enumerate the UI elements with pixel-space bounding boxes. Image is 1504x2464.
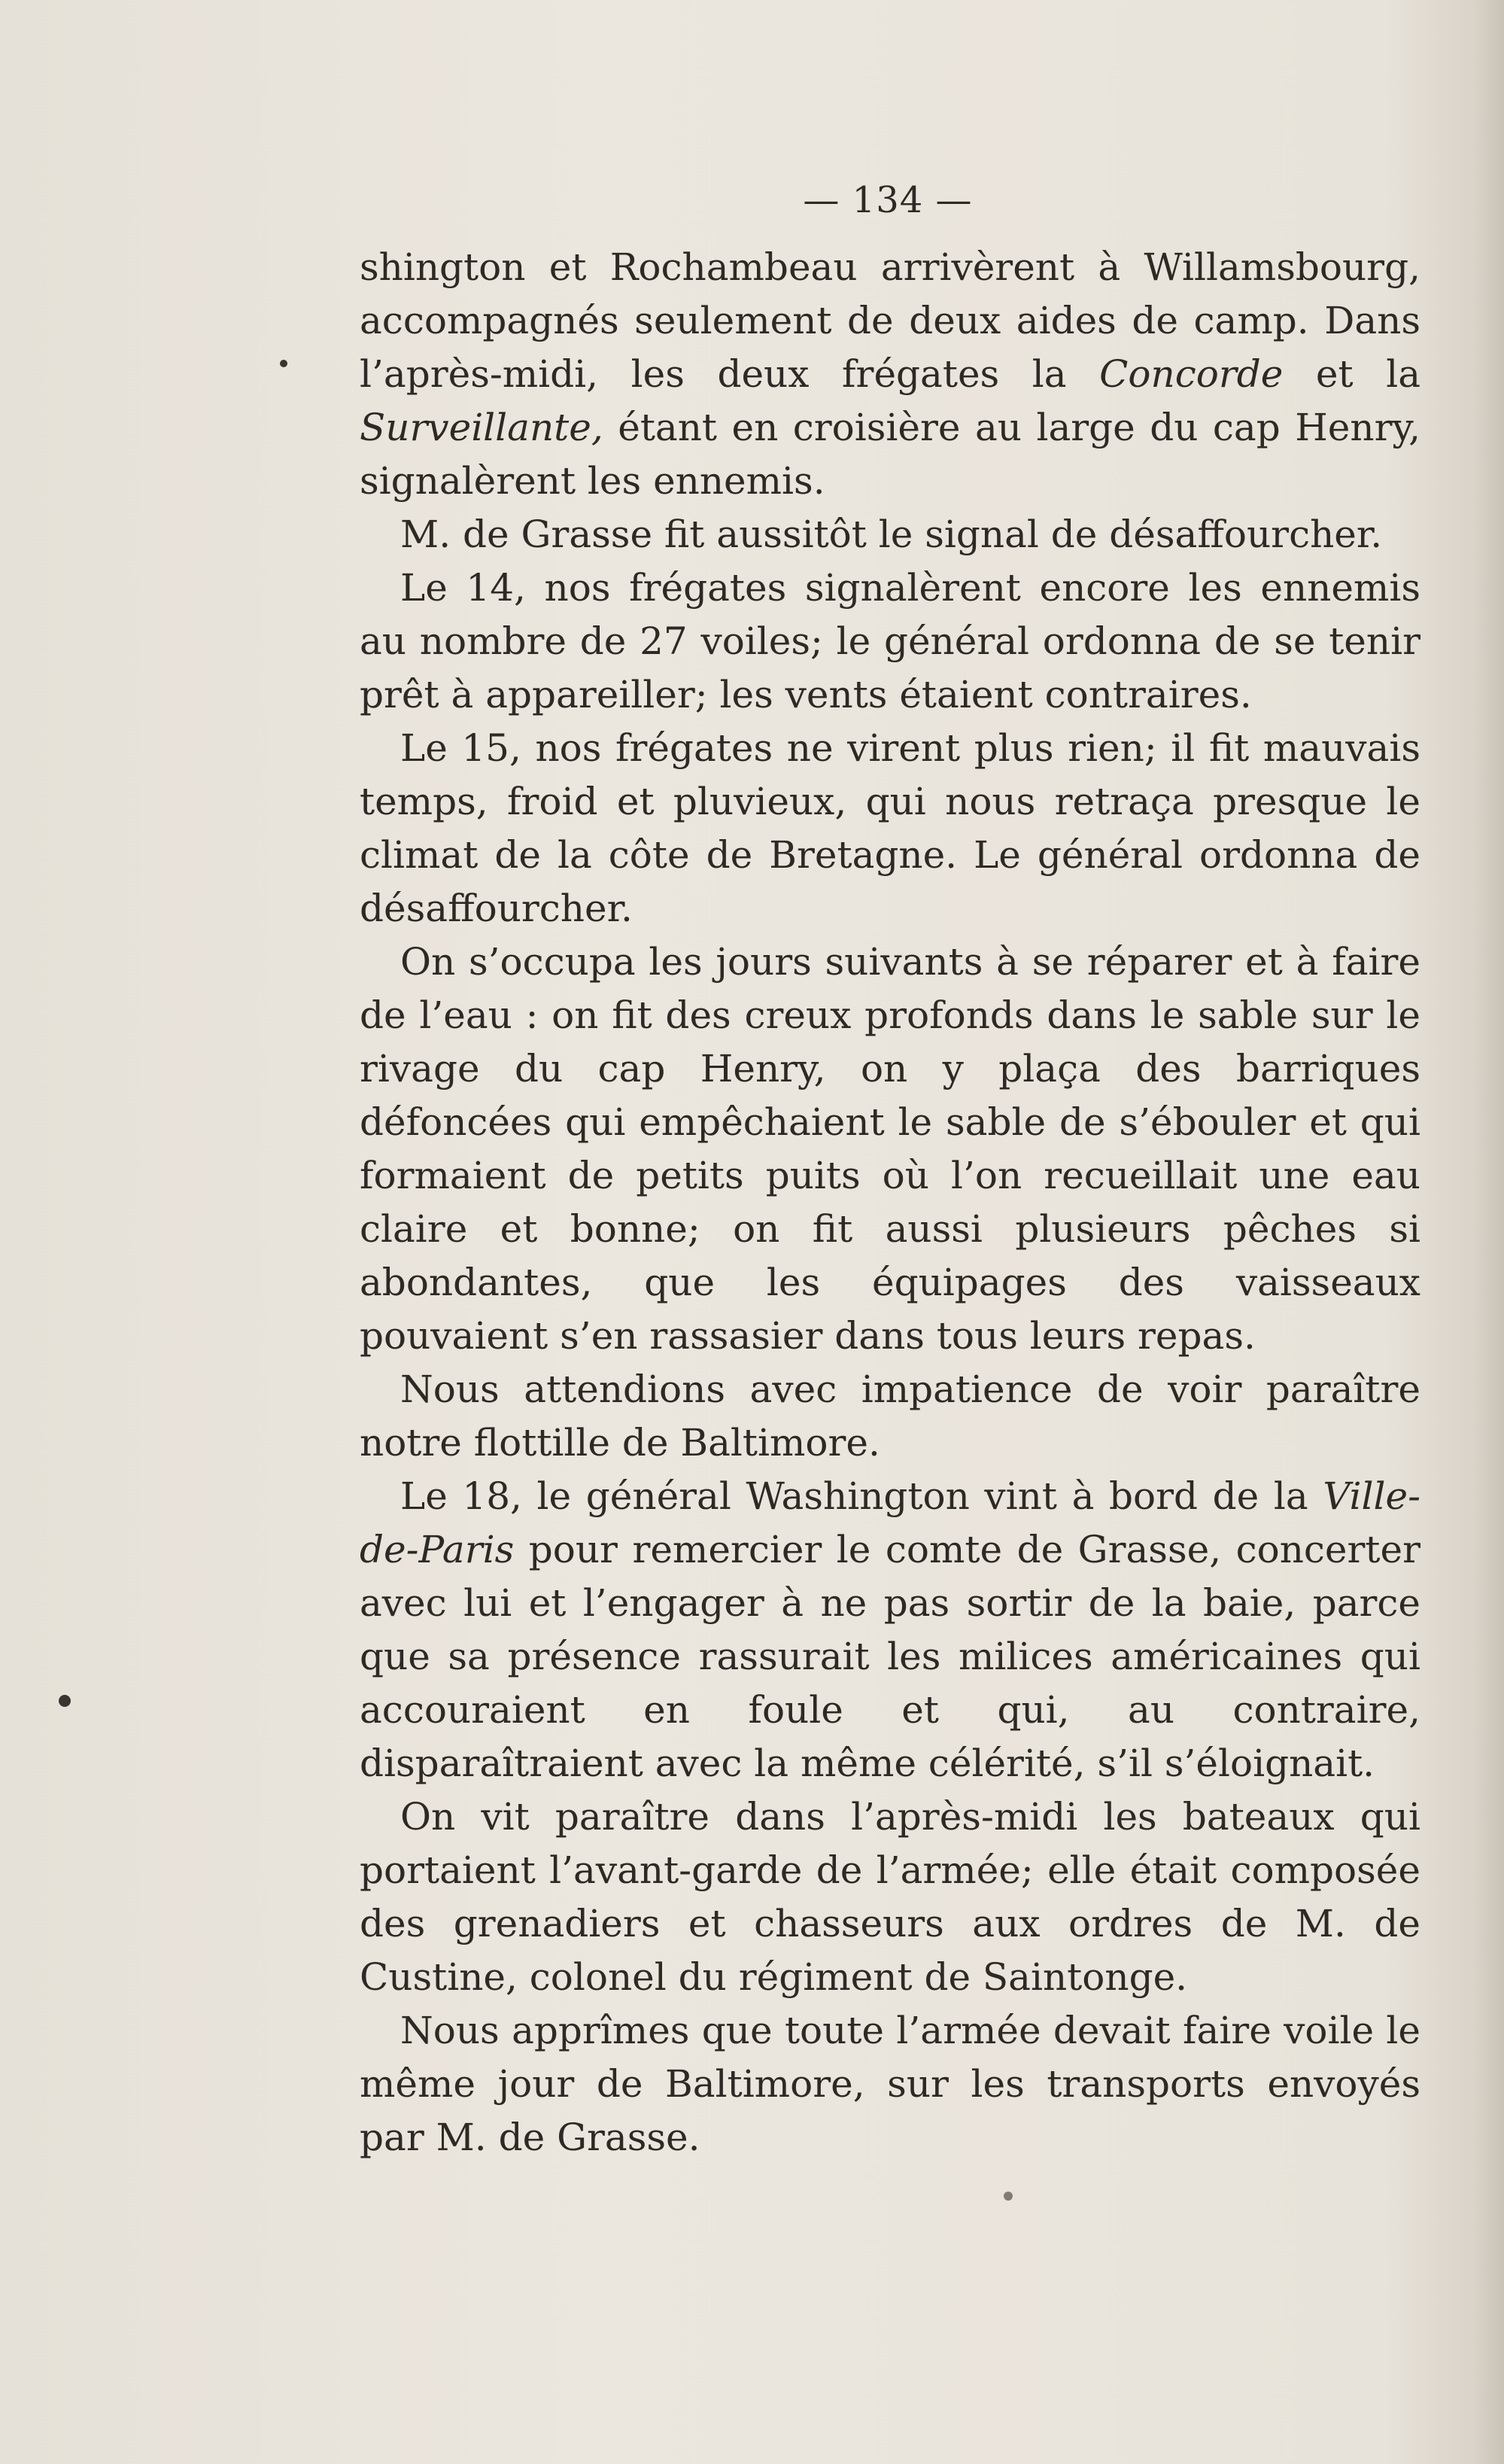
paragraph [360,508,1420,561]
text-run: On s’occupa les jours suivants à se réparer et à faire de l’eau : on fit des creux profonds dans le sable sur le rivage du cap Henry, on y plaça des barriques défoncées qui empêchaient le sable de s’ébouler et qui formaient de petits puits où l’on recueillait une eau claire et bonne; on fit aussi plusieurs pêches si abondantes, que les équipages des vaisseaux pouvaient s’en rassasier dans tous leurs repas. [360,940,1420,1358]
paragraph [360,722,1420,935]
text-run: shington et Rochambeau arrivèrent à Willamsbourg, accompagnés seulement de deux aides de camp. Dans l’après-midi, les deux frégates la [360,245,1420,396]
italic-text: Surveillante, [360,406,603,449]
body-text [360,241,1420,2164]
text-run: pour remercier le comte de Grasse, concerter avec lui et l’engager à ne pas sortir de la baie, parce que sa présence rassurait les milices américaines qui accouraient en foule et qui, au contraire, disparaîtraient avec la même célérité, s’il s’éloignait. [360,1528,1420,1785]
paragraph [360,2004,1420,2164]
text-run: Nous attendions avec impatience de voir paraître notre flottille de Baltimore. [360,1367,1420,1465]
ink-speck [59,1695,71,1707]
text-run: M. de Grasse fit aussitôt le signal de désaffourcher. [400,513,1383,556]
ink-speck [1004,2192,1013,2201]
text-run: et la [1283,352,1420,396]
text-run: Nous apprîmes que toute l’armée devait faire voile le même jour de Baltimore, sur les transports envoyés par M. de Grasse. [360,2009,1420,2159]
paragraph [360,1363,1420,1470]
italic-text: Ville-de-Paris [360,1474,1420,1571]
text-run: Le 18, le général Washington vint à bord de la [400,1474,1323,1518]
text-run: Le 15, nos frégates ne virent plus rien; il fit mauvais temps, froid et pluvieux, qui nous retraça presque le climat de la côte de Bretagne. Le général ordonna de désaffourcher. [360,726,1420,930]
paragraph [360,1790,1420,2004]
ink-speck [280,360,287,367]
page-number: — 134 — [803,179,973,221]
text-run: On vit paraître dans l’après-midi les bateaux qui portaient l’avant-garde de l’armée; elle était composée des grenadiers et chasseurs aux ordres de M. de Custine, colonel du régiment de Saintonge. [360,1795,1420,1999]
paragraph [360,561,1420,722]
paragraph [360,241,1420,508]
italic-text: Concorde [1099,352,1284,396]
paragraph [360,1470,1420,1790]
paragraph [360,935,1420,1363]
text-run: étant en croisière au large du cap Henry, signalèrent les ennemis. [360,406,1420,503]
text-run: Le 14, nos frégates signalèrent encore les ennemis au nombre de 27 voiles; le général ordonna de se tenir prêt à appareiller; les vents étaient contraires. [360,566,1420,716]
